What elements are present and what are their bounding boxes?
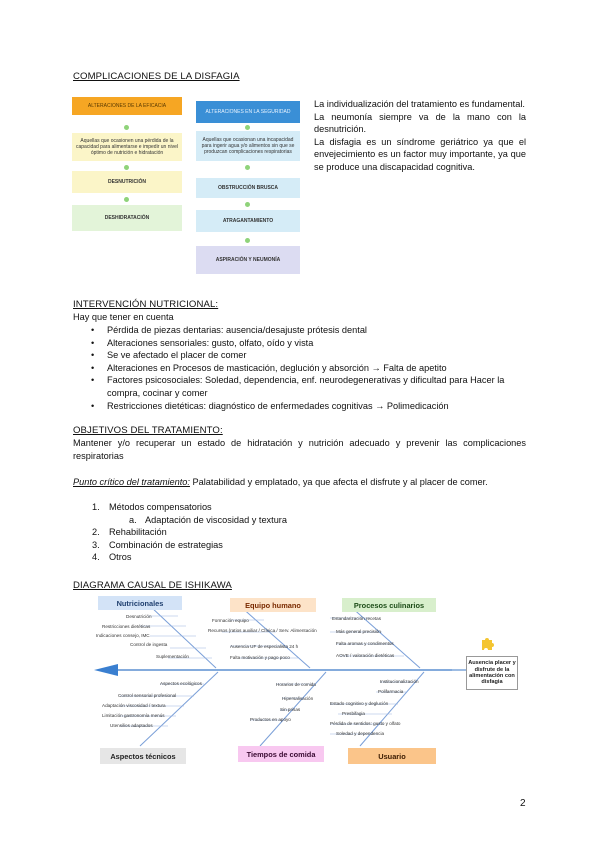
cause-item: Restricciones dietéticas	[102, 624, 151, 629]
cause-item: Hipersalivación	[282, 696, 314, 701]
list-item: 2. Rehabilitación	[92, 527, 167, 538]
list-item: • Restricciones dietéticas: diagnóstico de enfermedades cognitivas → Polimedicación	[73, 400, 513, 413]
category-usuario: Usuario	[348, 748, 436, 764]
critical-point	[73, 476, 488, 489]
cause-item: Utensilios adaptados	[110, 723, 153, 728]
flow-left-desc: Aquellas que ocasionen una pérdida de la capacidad para alimentarse e impedir un nivel óptimo de nutrición e hidratación	[72, 133, 182, 161]
ishikawa-diagram	[80, 592, 520, 770]
cause-item: Ausencia UF de especialista 24 h	[230, 644, 299, 649]
flow-connector-dot	[245, 238, 250, 243]
category-equipo-humano: Equipo humano	[230, 598, 316, 612]
intervention-list	[73, 324, 513, 412]
flow-right-desc: Aquellas que ocasionan una incapacidad para ingerir agua y/o alimentos sin que se produzcan complicaciones respiratorias	[196, 131, 300, 161]
methods-list	[92, 501, 287, 564]
cause-item: Falta motivación y pago poco	[230, 655, 290, 660]
cause-item: Indicaciones consejo, IMC	[96, 633, 150, 638]
objectives-text: Mantener y/o recuperar un estado de hidratación y nutrición adecuado y prevenir las complicaciones respiratorias	[73, 438, 526, 461]
complications-flowchart	[70, 92, 304, 278]
cause-item: AOVE / valoración dietéticas	[336, 653, 395, 658]
flow-right-header: ALTERACIONES EN LA SEGURIDAD	[196, 101, 300, 123]
cause-item: Soledad y dependencia	[336, 731, 385, 736]
paragraph-2: La neumonía siempre va de la mano con la desnutrición.	[314, 111, 526, 135]
list-item: • Factores psicosociales: Soledad, dependencia, enf. neurodegenerativas y dificultad para Hacer la compra, cocinar y comer	[73, 374, 513, 399]
cause-item: Productos en apoyo	[250, 717, 291, 722]
cause-item: Formación equipo	[212, 618, 249, 623]
section-title-objectives: OBJETIVOS DEL TRATAMIENTO:	[73, 425, 223, 436]
puzzle-icon	[480, 636, 494, 650]
cause-item: Recursos (ratios auxiliar / Clínica / Serv. Alimentación	[208, 628, 317, 633]
cause-item: Estandarización recetas	[332, 616, 382, 621]
flow-box-deshidratacion: DESHIDRATACIÓN	[72, 205, 182, 231]
cause-item: Aspectos ecológicos	[160, 681, 202, 686]
category-nutricionales: Nutricionales	[98, 596, 182, 610]
cause-item: Estado cognitivo y deglución	[330, 701, 389, 706]
critical-label: Punto crítico del tratamiento:	[73, 477, 190, 487]
flow-box-obstruccion: OBSTRUCCIÓN BRUSCA	[196, 178, 300, 198]
flow-box-atragantamiento: ATRAGANTAMIENTO	[196, 210, 300, 232]
list-item: • Alteraciones en Procesos de masticación, deglución y absorción → Falta de apetito	[73, 362, 513, 375]
category-tiempos-comida: Tiempos de comida	[238, 746, 324, 762]
list-item: 1. Métodos compensatorios	[92, 502, 212, 512]
flow-connector-dot	[245, 125, 250, 130]
flow-connector-dot	[124, 165, 129, 170]
critical-text: Palatabilidad y emplatado, ya que afecta el disfrute y al placer de comer.	[189, 477, 488, 487]
category-aspectos-tecnicos: Aspectos técnicos	[100, 748, 186, 764]
cause-item: Institucionalización	[380, 679, 419, 684]
list-item: 4. Otros	[92, 552, 132, 563]
effect-box: Ausencia placer y disfrute de la alimentación con disfagia	[466, 656, 518, 690]
flow-connector-dot	[124, 125, 129, 130]
cause-item: Presbifagia	[342, 711, 365, 716]
section-title-ishikawa: DIAGRAMA CAUSAL DE ISHIKAWA	[73, 580, 232, 591]
paragraph-1: La individualización del tratamiento es fundamental.	[314, 99, 525, 109]
cause-item: Más general precisión	[336, 629, 381, 634]
cause-item: Control sensorial profesional	[118, 693, 177, 698]
paragraph-3: La disfagia es un síndrome geriátrico ya que el envejecimiento es un factor muy importante, ya que se produce una discapacidad cognitiva.	[314, 136, 526, 172]
cause-item: Horarios de comida	[276, 682, 316, 687]
flow-connector-dot	[124, 197, 129, 202]
flow-box-aspiracion: ASPIRACIÓN Y NEUMONÍA	[196, 246, 300, 274]
cause-item: Pérdida de sentidos: gusto y olfato	[330, 721, 401, 726]
category-procesos-culinarios: Procesos culinarios	[342, 598, 436, 612]
section-title-intervention: INTERVENCIÓN NUTRICIONAL:	[73, 299, 219, 310]
cause-item: Control de ingesta	[130, 642, 168, 647]
list-item: • Pérdida de piezas dentarias: ausencia/desajuste prótesis dental	[73, 324, 513, 337]
cause-item: Suplementación	[156, 654, 189, 659]
cause-item: Desnutrición	[126, 614, 152, 619]
cause-item: Falta aromas y condimentos	[336, 641, 394, 646]
flow-connector-dot	[245, 165, 250, 170]
list-item: • Alteraciones sensoriales: gusto, olfato, oído y vista	[73, 337, 513, 350]
flow-box-desnutricion: DESNUTRICIÓN	[72, 171, 182, 193]
list-item: 3. Combinación de estrategias	[92, 539, 223, 550]
cause-item: Limitación gastronomía menús	[102, 713, 165, 718]
section-title-complications: COMPLICACIONES DE LA DISFAGIA	[73, 71, 240, 82]
flow-left-header: ALTERACIONES DE LA EFICACIA	[72, 97, 182, 115]
cause-item: Sin prisas	[280, 707, 301, 712]
flow-connector-dot	[245, 202, 250, 207]
cause-item: Adaptación viscosidad / textura	[102, 703, 166, 708]
list-item: a. Adaptación de viscosidad y textura	[129, 514, 287, 525]
cause-item: Polifarmacia	[378, 689, 404, 694]
intervention-intro: Hay que tener en cuenta	[73, 312, 174, 322]
complications-text	[314, 98, 526, 174]
page-number: 2	[520, 798, 526, 809]
list-item: • Se ve afectado el placer de comer	[73, 349, 513, 362]
